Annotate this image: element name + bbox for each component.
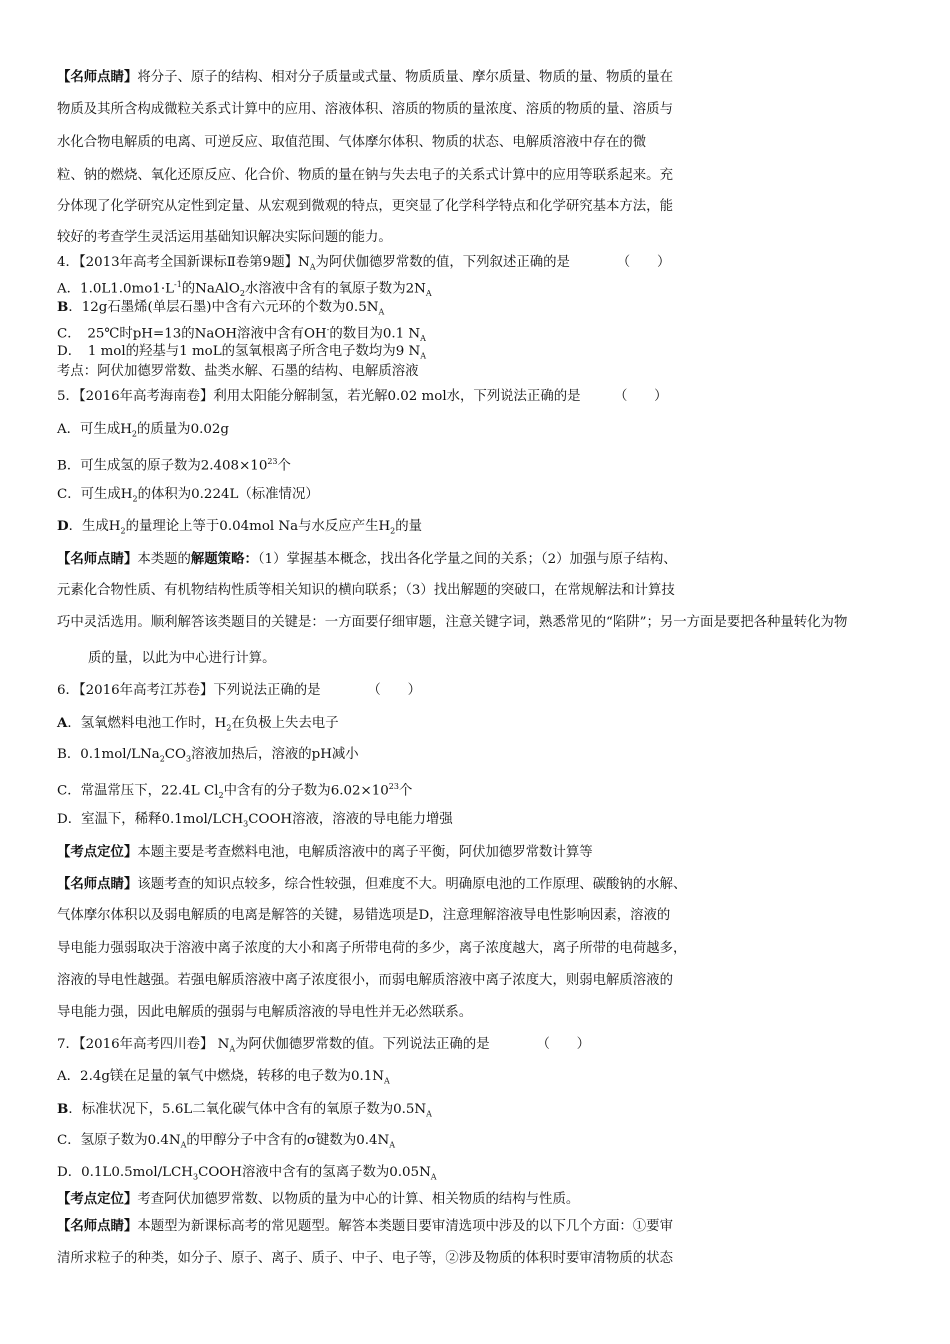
superscript: -: [326, 325, 330, 334]
subscript: A: [383, 1076, 390, 1086]
subscript: 2: [226, 723, 232, 733]
bold-text: 【名师点睛】: [57, 69, 138, 85]
text-segment: 溶液的导电性越强。若强电解质溶液中离子浓度很小，而弱电解质溶液中离子浓度大，则弱电解质溶液的: [57, 973, 673, 988]
text-segment: COOH溶液，溶液的导电能力增强: [248, 812, 453, 827]
subscript: 3: [186, 754, 192, 764]
bold-text: 【名师点睛】: [57, 876, 138, 892]
text-line: [57, 421, 229, 444]
text-segment: 气体摩尔体积以及弱电解质的电离是解答的关键，易错选项是D，注意理解溶液导电性影响因素，溶液的: [57, 908, 671, 923]
text-segment: 的数目为0.1 N: [329, 326, 421, 342]
text-segment: 的甲醇分子中含有的σ键数为0.4N: [186, 1133, 390, 1148]
superscript: 23: [267, 457, 278, 466]
text-segment: 导电能力强弱取决于溶液中离子浓度的大小和离子所带电荷的多少，离子浓度越大，离子所带的电荷越多，: [57, 941, 687, 956]
text-line: [57, 167, 673, 185]
text-segment: D．0.1L0.5mol/LCH: [57, 1165, 193, 1180]
text-line: [57, 875, 686, 894]
superscript: 23: [388, 782, 399, 791]
text-segment: 水化合物电解质的电离、可逆反应、取值范围、气体摩尔体积、物质的状态、电解质溶液中存在的微: [57, 135, 647, 150]
text-segment: 为阿伏伽德罗常数的值。下列说法正确的是 （ ）: [235, 1037, 591, 1052]
subscript: 2: [159, 754, 165, 764]
subscript: A: [229, 1044, 236, 1054]
text-line: [57, 453, 291, 475]
text-segment: 粒、钠的燃烧、氧化还原反应、化合价、物质的量在钠与失去电子的关系式计算中的应用等联系起来。充: [57, 168, 673, 183]
text-segment: C．常温常压下，22.4L Cl: [57, 783, 219, 799]
subscript: 2: [120, 526, 126, 536]
text-line: [57, 298, 384, 322]
text-line: [57, 134, 646, 152]
text-segment: 个: [277, 458, 291, 474]
text-segment: 该题考查的知识点较多，综合性较强，但难度不大。明确原电池的工作原理、碳酸钠的水解、: [137, 877, 687, 892]
bold-text: 【考点定位】: [57, 844, 138, 860]
text-segment: C． 25℃时pH=13的NaOH溶液中含有OH: [57, 326, 327, 342]
bold-text: 解题策略：: [190, 551, 258, 567]
text-segment: 水溶液中含有的氧原子数为2N: [244, 281, 426, 297]
text-segment: 的质量为0.02g: [137, 422, 229, 437]
text-line: [57, 1036, 590, 1059]
subscript: A: [309, 262, 316, 272]
text-segment: ．氢氧燃料电池工作时，H: [67, 716, 227, 731]
text-line: [57, 1068, 390, 1091]
text-segment: 的NaAlO: [181, 281, 240, 297]
text-segment: A．2.4g镁在足量的氧气中燃烧，转移的电子数为0.1N: [57, 1069, 384, 1084]
bold-text: B: [57, 1101, 69, 1117]
text-segment: 的体积为0.224L（标准情况）: [137, 487, 319, 502]
text-line: [57, 582, 675, 600]
subscript: A: [420, 334, 426, 344]
text-segment: 5．【2016年高考海南卷】利用太阳能分解制氢，若光解0.02 mol水，下列说法正确的是 （ ）: [57, 389, 668, 404]
text-segment: 元素化合物性质、有机物结构性质等相关知识的横向联系；（3）找出解题的突破口，在常规解法和计算技: [57, 583, 675, 598]
text-segment: 个: [398, 783, 413, 799]
bold-text: D: [57, 518, 69, 534]
text-segment: 巧中灵活选用。顺利解答该类题目的关键是：一方面要仔细审题，注意关键字词，熟悉常见的“陷阱”；另一方面是要把各种量转化为物: [57, 615, 848, 630]
text-segment: 物质及其所含构成微粒关系式计算中的应用、溶液体积、溶质的物质的量浓度、溶质的物质的量、溶质与: [57, 102, 673, 117]
text-segment: 中含有的分子数为6.02×10: [223, 783, 389, 799]
text-segment: A．1.0L1.0mo1·L: [57, 281, 174, 297]
subscript: A: [180, 1140, 187, 1150]
text-line: [57, 972, 673, 990]
text-line: [57, 1004, 472, 1022]
bold-text: 【名师点睛】: [57, 551, 138, 567]
subscript: A: [430, 1172, 437, 1182]
bold-text: A: [57, 715, 68, 731]
text-line: [57, 388, 668, 406]
text-segment: 4．【2013年高考全国新课标Ⅱ卷第9题】N: [57, 255, 310, 270]
bold-text: 【名师点睛】: [57, 1218, 138, 1234]
text-line: [57, 746, 359, 769]
subscript: 2: [131, 429, 138, 439]
text-segment: 的量: [395, 519, 423, 534]
text-segment: （1）掌握基本概念，找出各化学量之间的关系；（2）加强与原子结构、: [257, 552, 677, 567]
subscript: A: [378, 307, 385, 317]
text-segment: ．12g石墨烯(单层石墨)中含有六元环的个数为0.5N: [68, 300, 379, 315]
text-line: [57, 778, 412, 805]
text-line: [57, 714, 339, 738]
text-line: [57, 1164, 437, 1187]
text-line: [57, 229, 392, 247]
subscript: A: [420, 351, 426, 361]
text-line: [57, 68, 673, 87]
text-line: [57, 1100, 432, 1124]
text-segment: A．可生成H: [57, 422, 132, 437]
text-line: [57, 517, 422, 541]
text-segment: 质的量，以此为中心进行计算。: [88, 651, 276, 666]
text-segment: CO: [164, 747, 187, 762]
text-segment: 在负极上失去电子: [231, 716, 339, 731]
text-segment: 考点：阿伏加德罗常数、盐类水解、石墨的结构、电解质溶液: [57, 364, 419, 379]
text-line: [57, 254, 670, 277]
text-segment: ．标准状况下，5.6L二氧化碳气体中含有的氧原子数为0.5N: [68, 1102, 427, 1117]
text-segment: 7．【2016年高考四川卷】 N: [57, 1037, 230, 1052]
subscript: A: [425, 289, 432, 299]
subscript: 2: [390, 526, 396, 536]
subscript: 2: [132, 494, 138, 504]
subscript: 2: [218, 791, 224, 801]
text-segment: 为阿伏伽德罗常数的值，下列叙述正确的是 （ ）: [315, 255, 671, 270]
text-line: [57, 843, 593, 862]
text-line: [57, 907, 670, 925]
text-segment: 6．【2016年高考江苏卷】下列说法正确的是 （ ）: [57, 683, 421, 698]
text-segment: 考查阿伏加德罗常数、以物质的量为中心的计算、相关物质的结构与性质。: [137, 1192, 580, 1207]
text-line: [57, 363, 419, 381]
superscript: -1: [173, 280, 182, 289]
text-segment: C．氢原子数为0.4N: [57, 1133, 181, 1148]
text-line: [57, 1217, 673, 1236]
text-line: [88, 650, 275, 668]
text-line: [57, 1132, 395, 1155]
text-line: [57, 101, 673, 119]
text-line: [57, 486, 319, 509]
subscript: 3: [243, 819, 249, 829]
text-segment: 将分子、原子的结构、相对分子质量或式量、物质质量、摩尔质量、物质的量、物质的量在: [137, 70, 673, 85]
text-line: [57, 811, 453, 834]
text-line: [57, 550, 677, 569]
bold-text: 【考点定位】: [57, 1191, 138, 1207]
text-segment: B．0.1mol/LNa: [57, 747, 160, 762]
bold-text: B: [57, 299, 69, 315]
text-segment: 分体现了化学研究从定性到定量、从宏观到微观的特点，更突显了化学科学特点和化学研究基本方法，能: [57, 199, 673, 214]
text-segment: 本题主要是考查燃料电池，电解质溶液中的离子平衡，阿伏加德罗常数计算等: [137, 845, 593, 860]
subscript: A: [426, 1109, 432, 1119]
text-segment: ．生成H: [68, 519, 121, 534]
text-segment: 清所求粒子的种类，如分子、原子、离子、质子、中子、电子等，②涉及物质的体积时要审清物质的状态: [57, 1251, 673, 1266]
text-segment: 溶液加热后，溶液的pH减小: [191, 747, 359, 762]
subscript: 2: [239, 289, 245, 299]
text-line: [57, 614, 847, 632]
text-segment: COOH溶液中含有的氢离子数为0.05N: [198, 1165, 431, 1180]
text-segment: 导电能力强，因此电解质的强弱与电解质溶液的导电性并无必然联系。: [57, 1005, 473, 1020]
text-line: [57, 1250, 673, 1268]
text-segment: C．可生成H: [57, 487, 133, 502]
text-line: [57, 198, 673, 216]
text-segment: B．可生成氢的原子数为2.408×10: [57, 458, 268, 474]
text-segment: 较好的考查学生灵活运用基础知识解决实际问题的能力。: [57, 230, 392, 245]
text-segment: 本题型为新课标高考的常见题型。解答本类题目要审清选项中涉及的以下几个方面：①要审: [137, 1219, 673, 1234]
text-segment: 本类题的: [137, 552, 191, 567]
subscript: 3: [192, 1172, 199, 1182]
text-segment: D．室温下，稀释0.1mol/LCH: [57, 812, 244, 827]
text-line: [57, 940, 686, 958]
text-line: [57, 1190, 579, 1209]
text-line: [57, 682, 421, 700]
text-segment: 的量理论上等于0.04mol Na与水反应产生H: [125, 519, 391, 534]
subscript: A: [389, 1140, 396, 1150]
text-segment: D． 1 mol的羟基与1 moL的氢氧根离子所含电子数均为9 N: [57, 344, 421, 359]
